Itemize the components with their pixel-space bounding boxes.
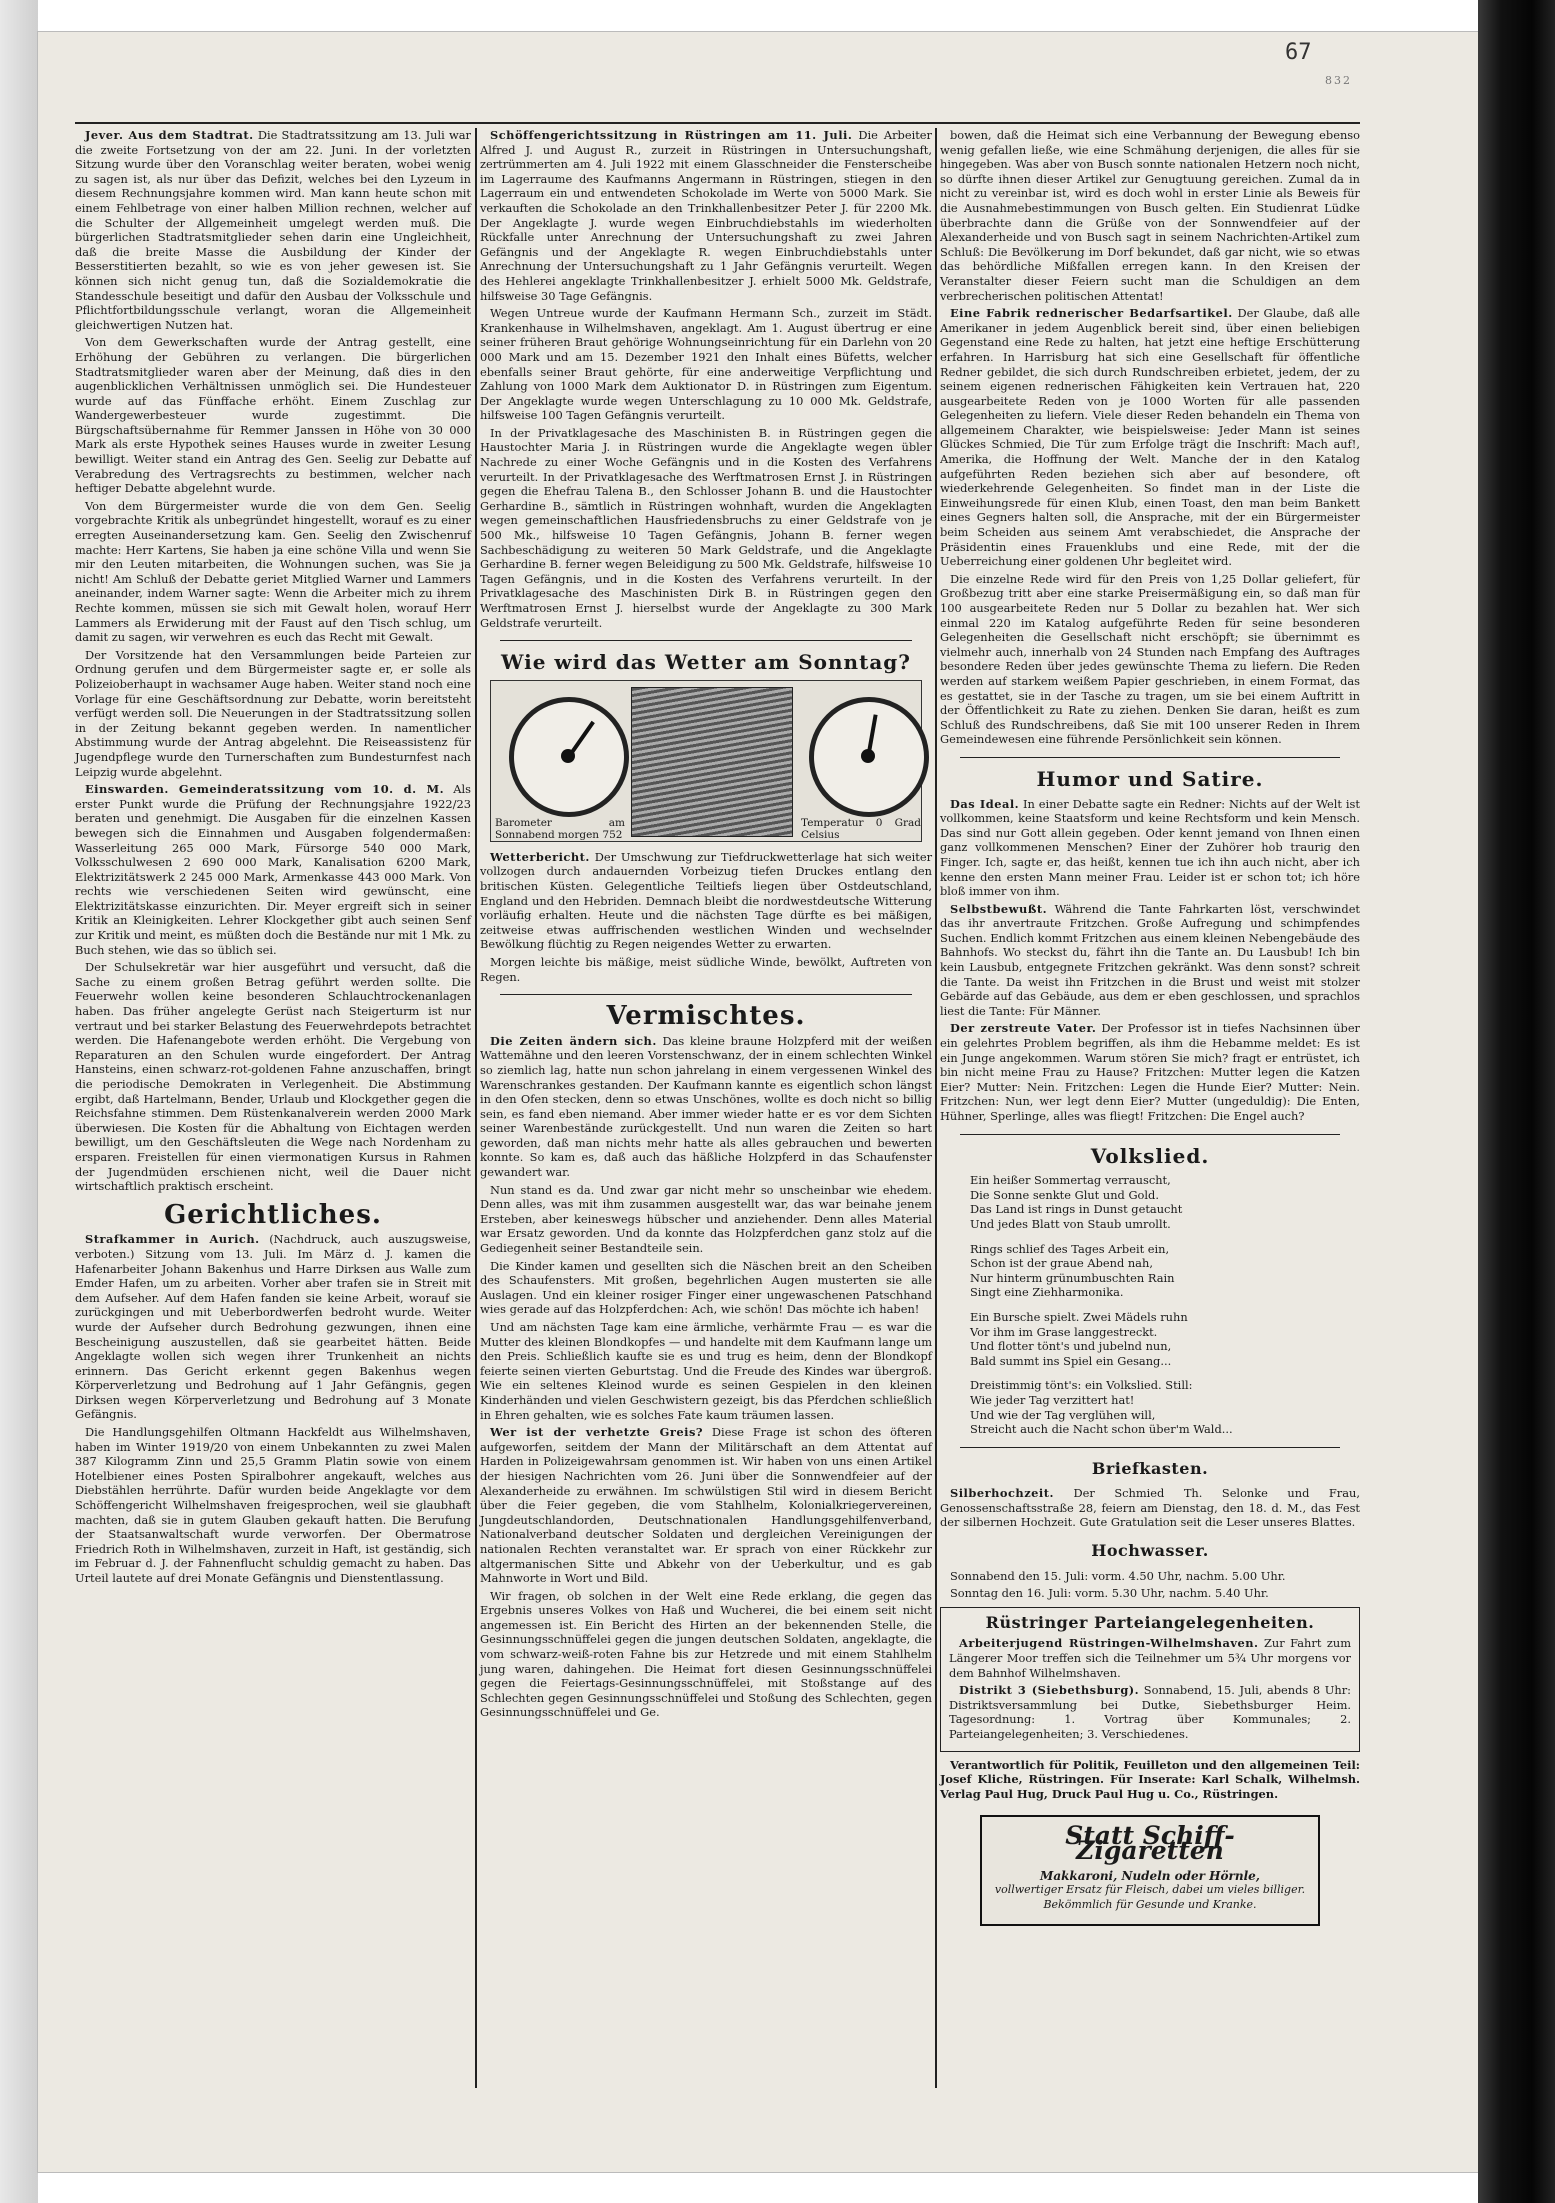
paragraph: Die einzelne Rede wird für den Preis von 1,25 Dollar geliefert, für Großbezug tritt aber eine starke Preisermäßigung ein, so daß man für 100 ausgearbeitete Reden nur 5 Dollar zu bezahlen hat. Wer sich einmal 220 im Katalog aufgeführte Reden für seine besonderen Gelegenheiten die Gesellschaft nicht erschöpft; sie übernimmt es vielmehr auch, innerhalb von 24 Stunden nach Empfang des Auftrages besondere Reden über jedes gewünschte Thema zu liefern. Die Reden werden auf starkem weißem Papier geschrieben, in einem Format, das es gestattet, sie in der Tasche zu tragen, um sie bei einem Auftritt in der Öffentlichkeit zu Rate zu ziehen. Denken Sie daran, heißt es zum Schluß des Rundschreibens, daß Sie mit 100 unserer Reden in Ihrem Gemeindewesen eine führende Persönlichkeit sein können. [940,571,1360,747]
article-lead: Wetterbericht. [490,849,590,864]
article-lead: Das Ideal. [950,796,1020,811]
article-lead: Der zerstreute Vater. [950,1021,1097,1036]
section-divider [500,994,912,995]
article-stadtrat: Jever. Aus dem Stadtrat. Die Stadtratssitzung am 13. Juli war die zweite Fortsetzung von der am 22. Juni. In der vorletzten Sitzung wurde über den Voranschlag weiter beraten, wobei wenig zu sagen ist, als nur über das Defizit, welches bei den Lyzeum in diesem Rechnungsjahre kommen wird. Man kann heute schon mit einem Fehlbetrage von einer halben Million rechnen, welcher auf die Schulter der Allgemeinheit umgelegt werden muß. Die bürgerlichen Stadtratsmitglieder sehen darin eine Ungleichheit, daß die breite Masse die Ausbildung der Kinder der Besserstitierten bezahlt, so wie es von jeher gewesen ist. Sie können sich nicht genug tun, daß die Sozialdemokratie die Standesschule beseitigt und dafür den Ausbau der Volksschule und Pflichtfortbildungsschule verlangt, woran die Allgemeinheit gleichwertigen Nutzen hat. [75,128,471,332]
weather-illustration [490,680,922,842]
party-notices-box [940,1607,1360,1752]
page-number-mark: 832 [1325,74,1352,87]
poem-volkslied [970,1173,1330,1437]
article-einswarden: Einswarden. Gemeinderatssitzung vom 10. d. M. Als erster Punkt wurde die Prüfung der Rechnungsjahre 1922/23 beraten und genehmigt. Die Ausgaben für die einzelnen Kassen bewegen sich die Einnahmen und Ausgaben folgendermaßen: Wasserleitung 265 000 Mark, Fürsorge 540 000 Mark, Volksschulwesen 2 690 000 Mark, Kanalisation 6200 Mark, Elektrizitätswerk 2 245 000 Mark, Armenkasse 443 000 Mark. Von rechts wie verschiedenen Seiten wird gewünscht, eine Elektrizitätskasse einzurichten. Dir. Meyer ergreift sich in seiner Kritik an Kleinigkeiten. Lehrer Klockgether gibt auch seinen Senf zur Kritik und meint, es müßten doch die Bestände nur mit 1 Mk. zu Buch stehen, wie das so üblich sei. [75,782,472,957]
article-lead: Wer ist der verhetzte Greis? [490,1425,704,1440]
section-heading-hochwasser: Hochwasser. [1091,1541,1209,1561]
article-lead: Jever. Aus dem Stadtrat. [85,128,254,142]
weather-scene-image [631,687,793,837]
paragraph: Der Schulsekretär war hier ausgeführt und versucht, daß die Sache zu einem großen Betrag geführt werden sollte. Die Feuerwehr wollen keine besonderen Schlauchtrockenanlagen haben. Das früher angelegte Gerüst nach Steigerturm ist nur vertraut und bei starker Belastung des Feuerwehrdepots betrachtet werden. Die Hafenangebote werden erhöht. Die Vergebung von Reparaturen an den Schulen wurde eingefordert. Der Antrag Hansteins, einen schwarz-rot-goldenen Fahne anzuschaffen, bringt die periodische Demokraten in Verlegenheit. Die Abstimmung ergibt, daß Hartelmann, Bender, Urlaub und Klockgether gegen die Reichsfahne stimmen. Dem Rüstenkanalverein werden 2000 Mark überwiesen. Die Kosten für die Abhaltung von Eichtagen werden bewilligt, um den Geschäftsleuten die Wege nach Nordenham zu ersparen. Freistellen für einen viermonatigen Kursus in Rahmen der Jugendmüden erschienen nicht, weil die Dauer nicht wirtschaftlich praktisch erscheint. [75,960,471,1194]
paragraph: Von dem Bürgermeister wurde die von dem Gen. Seelig vorgebrachte Kritik als unbegründet hingestellt, worauf es zu einer erregten Auseinandersetzung kam. Gen. Seelig den Zwischenruf machte: Herr Kartens, Sie haben ja eine schöne Villa und wenn Sie mir den Leuten mitarbeiten, die Wohnungen suchen, was Sie ja nicht! Am Schluß der Debatte geriet Mitglied Warner und Lammers aneinander, indem Warner sagte: Wenn die Arbeiter mich zu ihrem Rechte kommen, müssen sie sich mit Gewalt holen, worauf Herr Lammers als Erwiderung mit der Faust auf den Tisch schlug, um damit zu sagen, wir verwehren es euch das Recht mit Gewalt. [75,498,471,645]
paragraph: Wir fragen, ob solchen in der Welt eine Rede erklang, die gegen das Ergebnis unseres Volkes von Haß und Wucherei, die bei einem seit nicht angemessen ist. Ein Bericht des Hirten an der bekennenden Stelle, die Gesinnungsschnüffelei gegen die jungen deutschen Soldaten, angeklagte, die vom schwarz-weiß-roten Fahne bis zur Hetzrede und mit einem Stahlhelm jung waren, dahingehen. Die Heimat fort diesen Gesinnungsschnüffelei gegen die Feiertags-Gesinnungsschnüffelei, mit Stoßstange auf des Schlechten gegen Gesinnungsschnüffelei und Stoßung des Schlechten, gegen Gesinnungsschnüffelei und Ge. [480,1588,932,1720]
page-left-margin [0,0,38,2203]
article-fabrik: Eine Fabrik rednerischer Bedarfsartikel. Der Glaube, daß alle Amerikaner in jedem Augenblick bereit sind, über einen beliebigen Gegenstand eine Rede zu halten, hat jetzt eine heftige Erschütterung erfahren. In Harrisburg hat sich eine Gesellschaft für öffentliche Redner gebildet, die sich durch Rundschreiben erbietet, jedem, der zu seinem eigenen rednerischen Fähigkeiten kein Vertrauen hat, 220 ausgearbeitete Reden von je 1000 Worten für alle passenden Gelegenheiten zu liefern. Viele dieser Reden behandeln ein Thema von allgemeinem Charakter, wie beispielsweise: Jeder Mann ist seines Glückes Schmied, Die Tür zum Erfolge trägt die Inschrift: Mach auf!, Amerika, die Hoffnung der Welt. Manche der in den Katalog aufgeführten Reden beziehen sich aber auf besondere, oft wiederkehrende Gelegenheiten. So findet man in der Liste die Einweihungsrede für einen Klub, einen Toast, den man beim Bankett eines Gegners halten soll, die Ansprache, mit der ein Bürgermeister beim Scheiden aus seinem Amt verabschiedet, die Ansprache der Präsidentin eines Frauenklubs und eine Rede, mit der die Ueberreichung einer goldenen Uhr begleitet wird. [940,306,1361,569]
poem-line: Vor ihm im Grase langgestreckt. [970,1324,1158,1339]
section-divider [960,757,1340,758]
book-binding [1478,0,1555,2203]
section-divider [500,640,912,641]
notice-silberhochzeit: Silberhochzeit. Der Schmied Th. Selonke und Frau, Genossenschaftsstraße 28, feiern am Dienstag, den 18. d. M., das Fest der silbernen Hochzeit. Gute Gratulation seit die Leser unseres Blattes. [940,1486,1360,1530]
article-lead: Arbeiterjugend Rüstringen-Wilhelmshaven. [959,1636,1259,1651]
article-lead: Strafkammer in Aurich. [85,1232,260,1247]
column-3 [940,128,1360,1940]
tide-sunday: Sonntag den 16. Juli: vorm. 5.30 Uhr, nachm. 5.40 Uhr. [950,1586,1269,1601]
poem-line: Dreistimmig tönt's: ein Volkslied. Still: [970,1378,1193,1393]
temperature-caption: Temperatur 0 Grad Celsius [801,816,921,841]
article-greis: Wer ist der verhetzte Greis? Diese Frage ist schon des öfteren aufgeworfen, seitdem der Mann der Militärschaft an dem Attentat auf Harden in Polizeigewahrsam genommen ist. Wir haben von uns einen Artikel der hiesigen Nachrichten vom 26. Juni über die Sonnwendfeier auf der Alexanderheide zu erwähnen. Im schwülstigen Stil wird in diesem Bericht über die Feier gegeben, die vom Stahlhelm, Kolonialkriegervereinen, Jungdeutschlandorden, Deutschnationalen Handlungsgehilfenverband, Nationalverband deutscher Soldaten und dergleichen Vereinigungen der nationalen Rechten veranstaltet war. Er sprach von einer Rückkehr zur altgermanischen Sitte und Abkehr von der Ueberkultur, und es gab Mahnworte in Wort und Bild. [480,1425,932,1586]
poem-line: Ein Bursche spielt. Zwei Mädels ruhn [970,1309,1188,1324]
article-strafkammer: Strafkammer in Aurich. (Nachdruck, auch auszugsweise, verboten.) Sitzung vom 13. Juli. Im März d. J. kamen die Hafenarbeiter Johann Bakenhus und Harre Dirksen aus Walle zum Emder Hafen, um zu arbeiten. Vorher aber trafen sie in Streit mit dem Aufseher. Auf dem Hafen fanden sie keine Arbeit, worauf sie zurückgingen und mit Ueberbordwerfen bedroht wurde. Weiter wurde der Aufseher durch Bedrohung gezwungen, ihnen eine Bescheinigung auszustellen, daß sie gearbeitet hätten. Beide Angeklagte wollen sich wegen ihrer Trunkenheit an nichts erinnern. Das Gericht erkennt gegen Bakenhus wegen Körperverletzung und Bedrohung auf 1 Jahr Gefängnis, gegen Dirksen wegen Körperverletzung und Bedrohung auf 3 Monate Gefängnis. [75,1232,471,1422]
notice-distrikt: Distrikt 3 (Siebethsburg). Sonnabend, 15. Juli, abends 8 Uhr: Distriktsversammlung bei Dutke, Siebethsburger Heim. Tagesordnung: 1. Vortrag über Kommunales; 2. Parteiangelegenheiten; 3. Verschiedenes. [949,1683,1351,1741]
notice-arbeiterjugend: Arbeiterjugend Rüstringen-Wilhelmshaven. Zur Fahrt zum Längerer Moor treffen sich die Teilnehmer um 5¾ Uhr morgens vor dem Bahnhof Wilhelmshaven. [949,1636,1352,1680]
article-lead: Einswarden. Gemeinderatssitzung vom 10. d. M. [85,782,445,797]
section-divider [960,1134,1340,1135]
poem-line: Und flotter tönt's und jubelnd nun, [970,1339,1172,1354]
poem-line: Bald summt ins Spiel ein Gesang... [970,1353,1172,1368]
column-rule-1 [475,128,477,2088]
article-lead: Schöffengerichtssitzung in Rüstringen am 11. Juli. [490,128,853,142]
article-schoeffengericht: Schöffengerichtssitzung in Rüstringen am 11. Juli. Die Arbeiter Alfred J. und August R., zurzeit in Rüstringen in Untersuchungshaft, zertrümmerten am 4. Juli 1922 mit einem Glasschneider die Fensterscheibe im Lagerraume des Kaufmanns Angermann in Rüstringen, stiegen in den Lagerraum ein und entwendeten Schokolade im Werte von 5000 Mark. Sie verkauften die Schokolade an den Trinkhallenbesitzer Peter J. für 2200 Mk. Der Angeklagte J. wurde wegen Einbruchdiebstahls im wiederholten Rückfalle unter Anrechnung der Untersuchungshaft zu zwei Jahren Gefängnis und der Angeklagte R. wegen Einbruchdiebstahls unter Anrechnung der Untersuchungshaft zu 1 Jahr Gefängnis verurteilt. Wegen des Hehlerei angeklagte Trinkhallenbesitzer J. erhielt 5000 Mk. Geldstrafe, hilfsweise 30 Tage Gefängnis. [480,128,932,303]
poem-line: Ein heißer Sommertag verrauscht, [970,1173,1171,1188]
tide-saturday: Sonnabend den 15. Juli: vorm. 4.50 Uhr, nachm. 5.00 Uhr. [950,1568,1286,1583]
top-rule [75,122,1360,124]
section-heading-gerichtliches: Gerichtliches. [164,1199,382,1230]
poem-line: Die Sonne senkte Glut und Gold. [970,1187,1159,1202]
section-heading-wetter: Wie wird das Wetter am Sonntag? [501,650,911,675]
barometer-icon [509,697,629,817]
article-lead: Die Zeiten ändern sich. [490,1033,657,1048]
poem-line: Singt eine Ziehharmonika. [970,1285,1124,1300]
advertisement [980,1815,1320,1926]
article-lead: Selbstbewußt. [950,901,1048,916]
ad-headline: Statt Schiff- Zigaretten [1065,1821,1235,1865]
poem-line: Das Land ist rings in Dunst getaucht [970,1202,1183,1217]
poem-line: Rings schlief des Tages Arbeit ein, [970,1241,1170,1256]
section-divider [960,1447,1340,1448]
paragraph: Und am nächsten Tage kam eine ärmliche, verhärmte Frau — es war die Mutter des kleinen Blondkopfes — und handelte mit dem Kaufmann lange um den Preis. Schließlich kaufte sie es und trug es heim, denn der Blondkopf feierte seinen vierten Geburtstag. Und die Freude des Kindes war übergroß. Wie ein seltenes Kleinod wurde es seinen Gespielen in den kleinen Kinderhänden und vielen Geschwistern gezeigt, bis das Pferdchen schließlich in Ehren gehalten, wie es solches Fate kaum träumen lassen. [480,1320,932,1422]
joke-selbstbewusst: Selbstbewußt. Während die Tante Fahrkarten löst, verschwindet das ihr anvertraute Fritzchen. Große Aufregung und schimpfendes Suchen. Endlich kommt Fritzchen aus einem kleinen Nebengebäude des Bahnhofs. Wo steckst du, fährt ihn die Tante an. Du Lausbub! Ich bin kein Lausbub, entgegnete Fritzchen gekränkt. Was denn sonst? schreit die Tante. Da weist ihn Fritzchen in die Brust und weist mit stolzer Gebärde auf das Gebäude, aus dem er eben geschlossen, und sprachlos liest die Tante: Für Männer. [940,901,1361,1018]
paragraph: bowen, daß die Heimat sich eine Verbannung der Bewegung ebenso wenig gefallen ließe, wie eine Schmähung derjenigen, die alles für sie hingegeben. Was aber von Busch sonnte nationalen Hetzern noch nicht, so dürfte ihnen dieser Artikel zur Genugtuung gereichen. Zumal da in nicht zu vereinbar ist, wird es doch wohl in erster Linie als Beweis für die Ausnahmebestimmungen von Busch gelten. Ein Studienrat Lüdke überbrachte dann die Grüße von der Sonnwendfeier auf der Alexanderheide und von Busch sagt in seinem Nachrichten-Artikel zum Schluß: Die Bevölkerung im Dorf bekundet, daß gar nicht, wie so etwas das behördliche Mißfallen erregen kann. In den Kreisen der Veranstalter dieser Feiern sucht man die Schuldigen an dem verbrecherischen politischen Attentat! [940,128,1360,303]
thermometer-dial-icon [809,697,929,817]
article-lead: Distrikt 3 (Siebethsburg). [959,1683,1140,1698]
poem-line: Und jedes Blatt von Staub umrollt. [970,1216,1171,1231]
section-heading-humor: Humor und Satire. [1036,766,1264,791]
joke-ideal: Das Ideal. In einer Debatte sagte ein Redner: Nichts auf der Welt ist vollkommen, keine Staatsform und keine Rechtsform und kein Mensch. Das sind nur Gott allein gegeben. Oder kennt jemand von Ihnen einen ganz vollkommenen Menschen? Einer der Zuhörer hob traurig den Finger. Ich, sagte er, das heißt, kennen tue ich ihn auch nicht, aber ich kenne den ersten Mann meiner Frau. Leider ist er schon tot; ich höre bloß immer von ihm. [940,796,1360,899]
poem-line: Schon ist der graue Abend nah, [970,1256,1153,1271]
joke-vater: Der zerstreute Vater. Der Professor ist in tiefes Nachsinnen über ein gelehrtes Problem begriffen, als ihm die Hebamme meldet: Es ist ein Junge angekommen. Warum stören Sie mich? fragt er entrüstet, ich bin nicht meine Frau zu Hause? Fritzchen: Mutter legen die Katzen Eier? Mutter: Nein. Fritzchen: Legen die Hunde Eier? Mutter: Nein. Fritzchen: Nun, wer legt denn Eier? Mutter (ungeduldig): Die Enten, Hühner, Sperlinge, alles was fliegt! Fritzchen: Die Engel auch? [940,1021,1361,1123]
article-lead: Silberhochzeit. [950,1486,1054,1501]
column-2 [480,128,932,1723]
poem-line: Nur hinterm grünumbuschten Rain [970,1270,1175,1285]
poem-line: Und wie der Tag verglühen will, [970,1407,1156,1422]
weather-forecast: Morgen leichte bis mäßige, meist südliche Winde, bewölkt, Auftreten von Regen. [480,954,932,984]
paragraph: Der Vorsitzende hat den Versammlungen beide Parteien zur Ordnung gerufen und dem Bürgermeister sagte er, er solle als Polizeioberhaupt in wachsamer Auge haben. Weiter stand noch eine Vorlage für eine Geschäftsordnung zur Debatte, worin bereitsteht verfügt werden soll. Die Neuerungen in der Stadtratssitzung sollen in der Zeitung bekannt gegeben werden. In namentlicher Abstimmung wurde der Antrag abgelehnt. Die Reiseassistenz für Jugendpflege wurde den Turnerschaften zum Bundesturnfest nach Leipzig wurde abgelehnt. [75,647,471,779]
paragraph: Von dem Gewerkschaften wurde der Antrag gestellt, eine Erhöhung der Gebühren zu verlangen. Die bürgerlichen Stadtratsmitglieder waren aber der Meinung, daß dies in den augenblicklichen Verhältnissen unmöglich sei. Die Hundesteuer wurde auf das Fünffache erhöht. Einem Zuschlag zur Wandergewerbesteuer wurde zugestimmt. Die Bürgschaftsübernahme für Remmer Janssen in Höhe von 30 000 Mark als erste Hypothek seines Hauses wurde in zweiter Lesung bewilligt. Weiter stand ein Antrag des Gen. Seelig zur Debatte auf Verabredung des Vertragsrechts zu bestimmen, welcher nach heftiger Debatte abgelehnt wurde. [75,335,471,496]
page-number: 67 [1285,40,1312,65]
paragraph: Die Handlungsgehilfen Oltmann Hackfeldt aus Wilhelmshaven, haben im Winter 1919/20 von einem Unbekannten zu zwei Malen 387 Kilogramm Zinn und 25,5 Gramm Platin sowie von einem Hotelbiener eines Posten Spiralbohrer angekauft, welches aus Diebstählen herrührte. Dafür wurden beide Angeklagte vor dem Schöffengericht Wilhelmshaven freigesprochen, weil sie glaubhaft machten, daß sie in gutem Glauben gekauft hatten. Die Berufung der Staatsanwaltschaft wurde verworfen. Der Obermatrose Friedrich Roth in Wilhelmshaven, zurzeit in Haft, ist geständig, sich im Februar d. J. der Fahnenflucht schuldig gemacht zu haben. Das Urteil lautete auf drei Monate Gefängnis und Dienstentlassung. [75,1425,471,1585]
article-zeiten: Die Zeiten ändern sich. Das kleine braune Holzpferd mit der weißen Wattemähne und den leeren Vorstenschwanz, der in einem schlechten Winkel so ziemlich lag, hatte nun schon jahrelang in einem vergessenen Winkel des Warenschrankes gestanden. Der Kaufmann kannte es eigentlich schon längst in den Ofen stecken, denn so etwas Unschönes, wollte es doch nicht so billig sein, es fand eben niemand. Aber immer wieder hatte er es vor dem Sichten seiner Warenbestände zurückgestellt. Und nun waren die Zeiten so hart geworden, daß man nichts mehr hatte als alles gebrauchen und bewerten konnte. So kam es, daß auch das häßliche Holzpferd in das Schaufenster gewandert war. [480,1033,932,1180]
column-rule-2 [935,128,937,2088]
imprint: Verantwortlich für Politik, Feuilleton und den allgemeinen Teil: Josef Kliche, Rüstringen. Für Inserate: Karl Schalk, Wilhelmsh. Verlag Paul Hug, Druck Paul Hug u. Co., Rüstringen. [940,1757,1360,1801]
paragraph: Die Kinder kamen und gesellten sich die Näschen breit an den Scheiben des Schaufensters. Mit großen, begehrlichen Augen musterten sie alle Auslagen. Und ein kleiner rosiger Finger einer ungewaschenen Patschhand wies gerade auf das Holzpferdchen: Ach, wie schön! Das möchte ich haben! [480,1258,932,1317]
weather-report: Wetterbericht. Der Umschwung zur Tiefdruckwetterlage hat sich weiter vollzogen durch andauernden Vorbeizug tiefen Druckes entlang den britischen Küsten. Gelegentliche Teiltiefs liegen über Ostdeutschland, England und den Hebriden. Demnach bleibt die nordwestdeutsche Witterung vorläufig erhalten. Heute und die nächsten Tage dürfte es bei mäßigen, zeitweise etwas auffrischenden westlichen Winden und wechselnder Bewölkung flüchtig zu Regen neigendes Wetter zu erwarten. [480,849,933,952]
ad-text: vollwertiger Ersatz für Fleisch, dabei um vieles billiger. Bekömmlich für Gesunde und Kranke. [994,1883,1306,1911]
section-heading-briefkasten: Briefkasten. [1091,1458,1209,1478]
ad-product: Makkaroni, Nudeln oder Hörnle, [1040,1868,1260,1883]
section-heading-partei: Rüstringer Parteiangelegenheiten. [985,1612,1315,1632]
poem-line: Wie jeder Tag verzittert hat! [970,1392,1135,1407]
article-lead: Eine Fabrik rednerischer Bedarfsartikel. [950,306,1233,321]
column-1 [75,128,471,1589]
poem-line: Streicht auch die Nacht schon über'm Wald... [970,1422,1233,1437]
paragraph: Wegen Untreue wurde der Kaufmann Hermann Sch., zurzeit im Städt. Krankenhause in Wilhelmshaven, angeklagt. Am 1. August übertrug er eine seiner früheren Braut gehörige Wohnungseinrichtung für ein Darlehn von 20 000 Mark und am 15. Dezember 1921 den Inhalt eines Büfetts, welcher ebenfalls seiner Braut gehörte, für eine anderweitige Verpflichtung und Zahlung von 1000 Mark dem Auktionator D. in Rüstringen zum Eigentum. Der Angeklagte wurde wegen Unterschlagung zu 10 000 Mk. Geldstrafe, hilfsweise 100 Tagen Gefängnis verurteilt. [480,306,932,423]
paragraph: Nun stand es da. Und zwar gar nicht mehr so unscheinbar wie ehedem. Denn alles, was mit ihm zusammen ausgestellt war, das war beinahe jenem Ersteben, aber keineswegs hübscher und anziehender. Denn alles Material war Ersatz geworden. Und da konnte das Holzpferdchen ganz stolz auf die Gediegenheit seiner Bestandteile sein. [480,1182,932,1256]
paragraph: In der Privatklagesache des Maschinisten B. in Rüstringen gegen die Haustochter Maria J. in Rüstringen wurde die Angeklagte wegen übler Nachrede zu einer Woche Gefängnis und in die Kosten des Verfahrens verurteilt. In der Privatklagesache des Werftmatrosen Ernst J. in Rüstringen gegen die Ehefrau Talena B., den Schlosser Johann B. und die Haustochter Gerhardine B., sämtlich in Rüstringen wohnhaft, wurden die Angeklagten wegen gemeinschaftlichen Hausfriedensbruchs zu einer Geldstrafe von je 500 Mk., hilfsweise 10 Tagen Gefängnis, Johann B. ferner wegen Sachbeschädigung zu weiteren 50 Mark Geldstrafe, und die Angeklagte Gerhardine B. ferner wegen Beleidigung zu 500 Mk. Geldstrafe, hilfsweise 10 Tagen Gefängnis, und in die Kosten des Verfahrens verurteilt. In der Privatklagesache des Maschinisten Dirk B. in Rüstringen gegen den Werftmatrosen Ernst J. hierselbst wurde der Angeklagte zu 300 Mark Geldstrafe verurteilt. [480,425,932,630]
barometer-caption: Barometer am Sonnabend morgen 752 [495,816,625,841]
section-heading-volkslied: Volkslied. [1090,1143,1210,1168]
section-heading-vermischtes: Vermischtes. [606,1001,806,1032]
